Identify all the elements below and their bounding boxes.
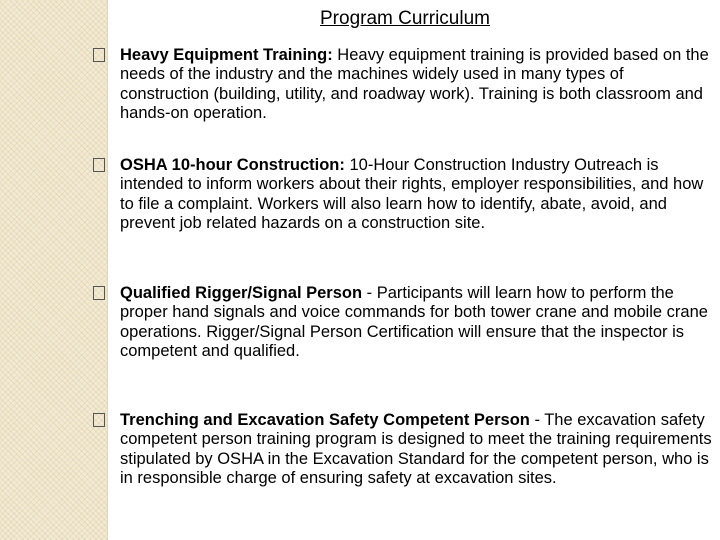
bullet-box-icon xyxy=(93,413,105,427)
bullet-body: 10-Hour Construction Industry Outreach is intended to inform workers about their rights, employer responsibilities, and how to file a complaint. Workers will also learn how to identify, abate, avoid, and prevent job related hazards on a construction site. xyxy=(120,156,704,232)
bullet-text xyxy=(120,284,715,361)
bullet-text xyxy=(120,411,715,488)
bullet-body: Heavy equipment training is provided based on the needs of the industry and the machines widely used in many types of construction (building, utility, and roadway work). Training is both classroom and hands-on operation. xyxy=(120,46,709,122)
bullet-heading: Qualified Rigger/Signal Person xyxy=(120,284,363,302)
bullet-text xyxy=(120,156,715,233)
bullet-heading: OSHA 10-hour Construction: xyxy=(120,156,345,174)
bullet-box-icon xyxy=(93,48,105,62)
bullet-item-heavy-equipment xyxy=(93,46,715,123)
bullet-body: - The excavation safety competent person training program is designed to meet the training requirements stipulated by OSHA in the Excavation Standard for the competent person, who is in responsible charge of ensuring safety at excavation sites. xyxy=(120,411,712,487)
bullet-item-trenching-excavation xyxy=(93,411,715,488)
bullet-heading: Trenching and Excavation Safety Competent Person xyxy=(120,411,530,429)
bullet-body: - Participants will learn how to perform the proper hand signals and voice commands for both tower crane and mobile crane operations. Rigger/Signal Person Certification will ensure that the inspector is competent and qualified. xyxy=(120,284,708,360)
bullet-text xyxy=(120,46,715,123)
bullet-item-rigger-signal xyxy=(93,284,715,361)
bullet-item-osha-10-hour xyxy=(93,156,715,233)
bullet-box-icon xyxy=(93,158,105,172)
page-title: Program Curriculum xyxy=(320,8,490,29)
bullet-box-icon xyxy=(93,286,105,300)
decorative-sidebar xyxy=(0,0,108,540)
bullet-heading: Heavy Equipment Training: xyxy=(120,46,333,64)
